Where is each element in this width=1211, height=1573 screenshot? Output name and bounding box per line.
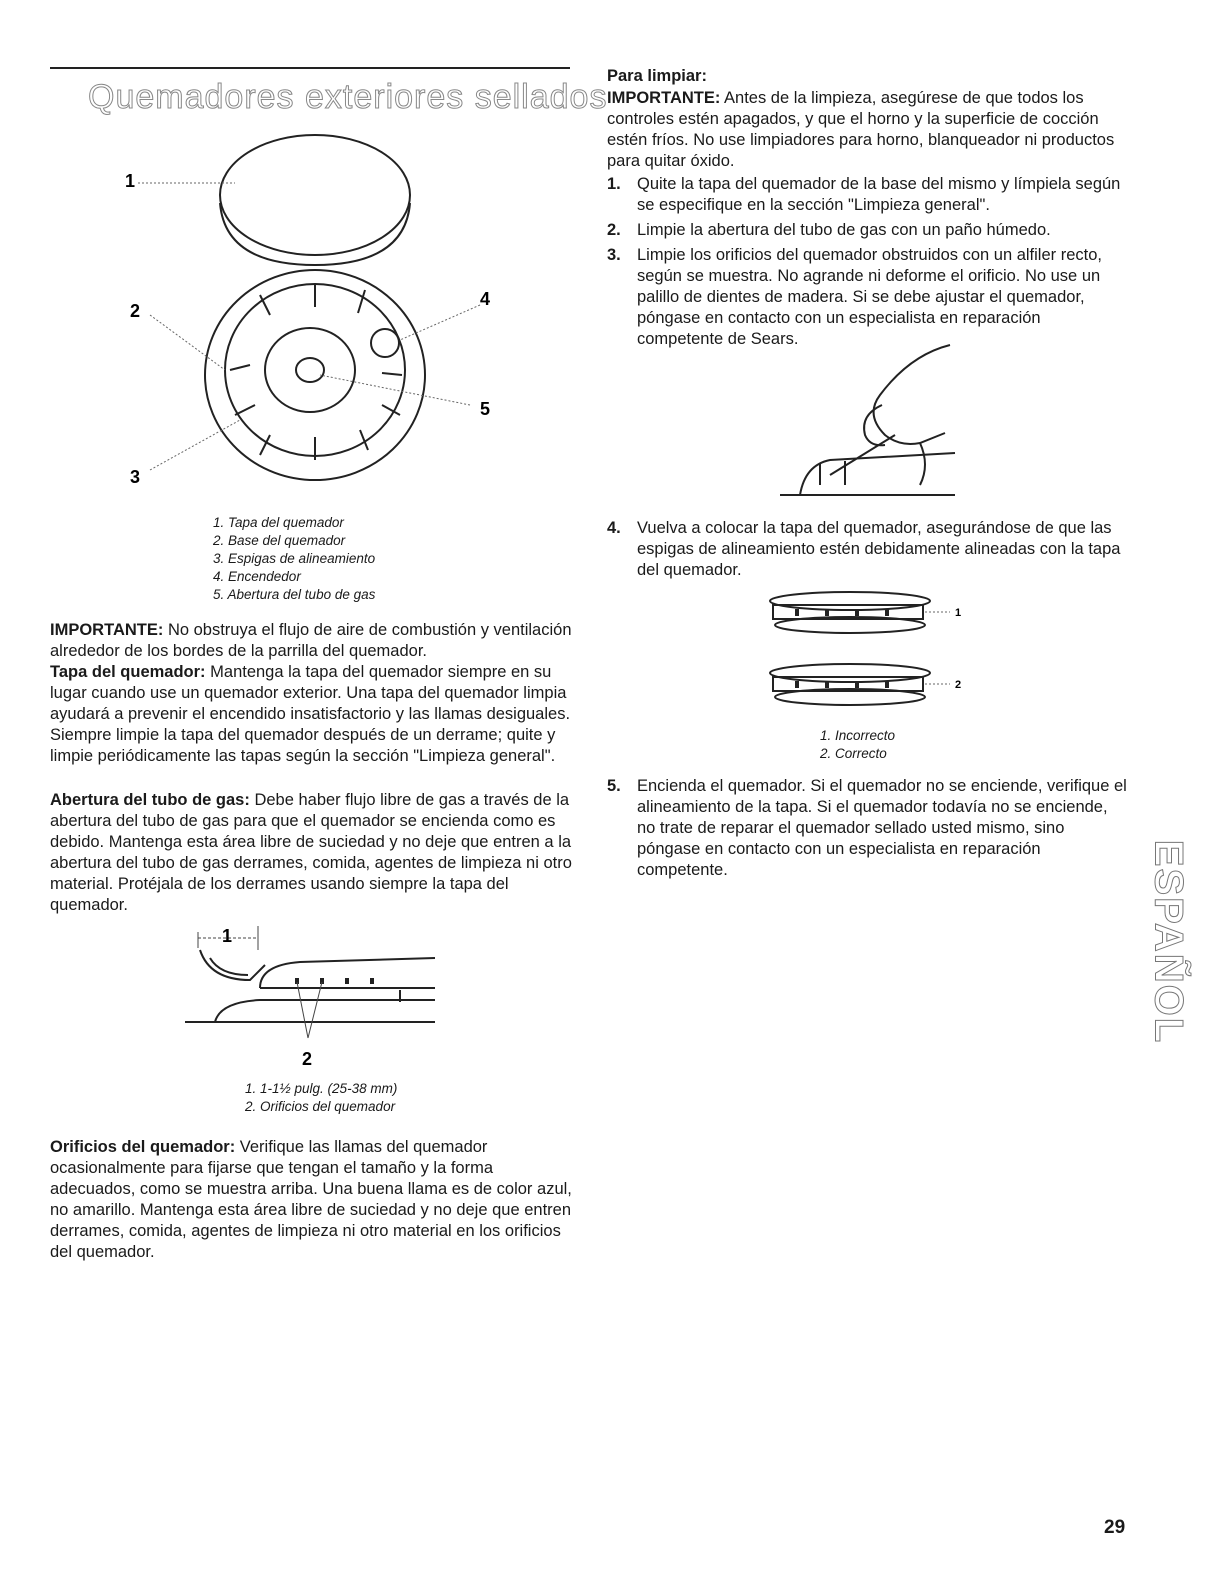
step-text: Vuelva a colocar la tapa del quemador, asegurándose de que las espigas de alineamiento estén debidamente alineadas con la tapa del quemador. [637,519,1121,579]
gas-tube-text: Debe haber flujo libre de gas a través de la abertura del tubo de gas para que el quemador se encienda como es debido. Mantenga esta área libre de suciedad y no deje que entren a la abertura del tubo de gas derrames, comida, agentes de limpieza ni otro material. Protéjala de los derrames usando siempre la tapa del quemador. [50,791,572,914]
cleaning-step-4 [607,518,1127,585]
hand-pin-illustration [770,335,970,505]
gas-tube-label: Abertura del tubo de gas: [50,791,250,809]
incorrect-cap-drawing [770,592,930,633]
caption-item: 1. Tapa del quemador [213,515,344,530]
step-number: 4. [607,519,621,537]
burner-cap-paragraph [50,662,575,767]
burner-ports-label: Orificios del quemador: [50,1138,236,1156]
port-marks [295,978,374,984]
step-number: 5. [607,777,621,795]
language-tab-label: ESPAÑOL [1146,839,1191,1045]
burner-cap-label: Tapa del quemador: [50,663,206,681]
flame-diagram-captions [245,1080,397,1116]
correct-cap-drawing [770,664,930,705]
flame-callout-1: 1 [222,926,233,946]
burner-ports-text: Verifique las llamas del quemador ocasionalmente para fijarse que tengan el tamaño y la forma adecuados, como se muestra arriba. Una buena llama es de color azul, no amarillo. Mantenga esta área libre de suciedad y no deje que entren derrames, comida, agentes de limpieza ni otro material en los orificios del quemador. [50,1138,572,1261]
cleaning-important-label: IMPORTANTE: [607,89,721,107]
caption-item: 5. Abertura del tubo de gas [213,587,376,602]
burner-profile-illustration [185,950,435,1022]
alignment-callout-2: 2 [955,679,962,691]
caption-item: 3. Espigas de alineamiento [213,551,376,566]
cleaning-steps [607,174,1127,354]
leader-lines [138,183,480,470]
step-text: Encienda el quemador. Si el quemador no se enciende, verifique el alineamiento de la tapa. Si el quemador todavía no se enciende, no trate de reparar el quemador sellado usted mismo, sino póngase en contacto con un especialista en reparación competente. [637,777,1127,879]
caption-item: 2. Correcto [820,746,887,761]
cleaning-important-text: Antes de la limpieza, asegúrese de que todos los controles estén apagados, y que el horno y la superficie de cocción estén fríos. No use limpiadores para horno, blanqueador ni productos para quitar óxido. [607,89,1115,170]
important-note [50,620,575,662]
caption-item: 4. Encendedor [213,569,301,584]
flame-diagram [180,920,450,1070]
step-number: 3. [607,246,621,264]
burner-base-illustration [205,270,425,480]
caption-item: 1. Incorrecto [820,728,896,743]
step-number: 1. [607,175,621,193]
burner-ports-paragraph [50,1137,575,1263]
callout-3: 3 [130,467,141,487]
cleaning-heading-text: Para limpiar: [607,67,707,85]
cleaning-heading [607,66,707,87]
alignment-callout-1: 1 [955,607,962,619]
burner-cap-text: Mantenga la tapa del quemador siempre en su lugar cuando use un quemador exterior. Una tapa del quemador limpia ayudará a prevenir el encendido insatisfactorio y las llamas desiguales. Siempre limpie la tapa del quemador después de un derrame; quite y limpie periódicamente las tapas según la sección "Limpieza general". [50,663,571,765]
step-text: Limpie la abertura del tubo de gas con un paño húmedo. [637,221,1051,239]
page-number: 29 [1104,1517,1126,1538]
step-text: Limpie los orificios del quemador obstruidos con un alfiler recto, según se muestra. No agrande ni deforme el orificio. No use un palillo de dientes de madera. Si se debe ajustar el quemador, póngase en contacto con un especialista en reparación competente de Sears. [637,246,1102,348]
callout-1: 1 [125,171,136,191]
step-number: 2. [607,221,621,239]
list-item [607,220,1127,241]
burner-diagram-captions [213,514,375,604]
caption-item: 2. Base del quemador [213,533,346,548]
important-text: No obstruya el flujo de aire de combustión y ventilación alrededor de los bordes de la parrilla del quemador. [50,621,572,660]
section-title: Quemadores exteriores sellados [88,78,608,116]
gas-tube-paragraph [50,790,575,916]
step-text: Quite la tapa del quemador de la base del mismo y límpiela según se especifique en la sección "Limpieza general". [637,175,1121,214]
language-side-tab [1146,812,1191,1072]
burner-cap-illustration [220,135,410,265]
list-item [607,518,1127,581]
list-item [607,776,1127,881]
callout-4: 4 [480,289,491,309]
cleaning-important [607,88,1127,172]
caption-item: 2. Orificios del quemador [245,1099,396,1114]
callout-2: 2 [130,301,141,321]
top-rule [50,67,570,69]
important-label: IMPORTANTE: [50,621,164,639]
cap-alignment-illustration [765,585,975,720]
list-item [607,174,1127,216]
alignment-captions [820,727,895,763]
caption-item: 1. 1-1½ pulg. (25-38 mm) [245,1081,398,1096]
flame-callout-2: 2 [302,1049,313,1069]
callout-5: 5 [480,399,491,419]
burner-diagram [110,125,530,505]
cleaning-step-5 [607,776,1127,885]
